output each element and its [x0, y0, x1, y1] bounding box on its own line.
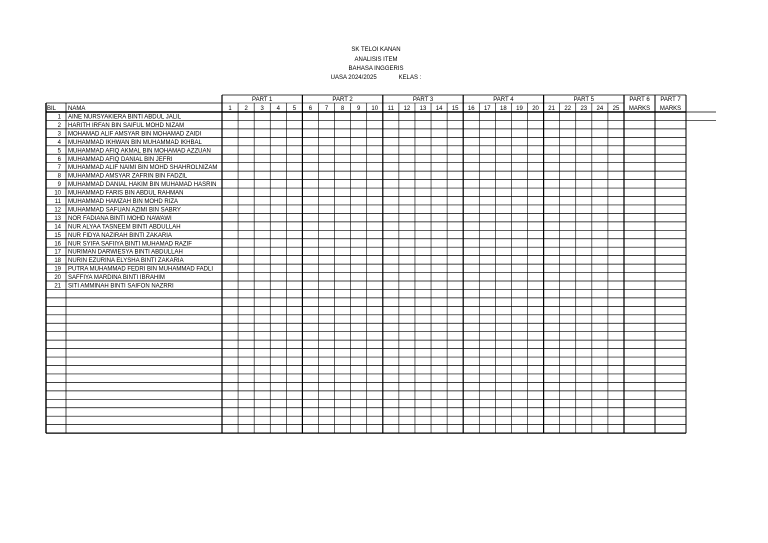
student-name: NURIN EZURINA ELYSHA BINTI ZAKARIA [68, 258, 184, 265]
item-number: 11 [387, 106, 394, 112]
item-number: 2 [244, 106, 248, 112]
student-name: SAFFIYA MARDINA BINTI IBRAHIM [68, 275, 165, 282]
kelas-label: KELAS : [398, 75, 422, 81]
student-name: AINE NURSYAKIERA BINTI ABDUL JALIL [68, 114, 182, 121]
item-number: 8 [340, 106, 345, 112]
student-bil: 5 [57, 148, 61, 155]
item-number: 12 [403, 106, 411, 112]
student-name: MUHAMMAD HAMZAH BIN MOHD RIZA [68, 199, 178, 205]
part-header: PART 1 [252, 97, 273, 103]
student-name: NURIMAN DARWIESYA BINTI ABDULLAH [68, 249, 183, 256]
student-name: PUTRA MUHAMMAD FEDRI BIN MUHAMMAD FADLI [68, 266, 214, 273]
student-name: NUR FIDYA NAZIRAH BINTI ZAKARIA [68, 232, 172, 239]
student-bil: 7 [57, 165, 61, 172]
student-bil: 9 [57, 182, 61, 189]
student-bil: 14 [54, 224, 61, 231]
student-name: MUHAMMAD IKHWAN BIN MUHAMMAD IKHBAL [68, 139, 202, 146]
student-bil: 2 [57, 122, 61, 129]
student-name: MUHAMMAD ALIF NAIMI BIN MOHD SHAHROLNIZAM [68, 165, 218, 172]
student-bil: 11 [54, 199, 61, 205]
student-name: MUHAMMAD DANIAL HAKIM BIN MUHAMAD HASRIN [68, 182, 217, 189]
school-name: SK TELOI KANAN [351, 47, 401, 53]
student-bil: 1 [57, 114, 61, 121]
student-name: MUHAMMAD AMSYAR ZAFRIN BIN FADZIL [68, 173, 188, 180]
item-number: 21 [548, 106, 555, 112]
student-name: MOHAMAD ALIF AMSYAR BIN MOHAMAD ZAIDI [68, 131, 202, 138]
student-bil: 16 [54, 241, 61, 248]
student-bil: 19 [54, 266, 61, 273]
part-header: PART 5 [573, 97, 594, 103]
student-name: MUHAMMAD FARIS BIN ABDUL RAHMAN [68, 190, 184, 197]
item-number: 1 [228, 106, 232, 112]
item-number: 4 [276, 106, 280, 112]
part-header: PART 7 [660, 97, 681, 103]
student-bil: 18 [54, 258, 61, 265]
item-number: 7 [324, 106, 329, 112]
item-number: 20 [532, 106, 539, 112]
subject-name: BAHASA INGGERIS [348, 66, 404, 72]
item-number: 17 [483, 106, 491, 112]
student-bil: 12 [54, 207, 61, 214]
student-name: HARITH IRFAN BIN SAIFUL MOHD NIZAM [68, 122, 185, 129]
item-number: 18 [500, 106, 507, 112]
item-number: 16 [467, 106, 475, 112]
part-header: PART 3 [412, 97, 434, 103]
document-title: ANALISIS ITEM [354, 57, 398, 63]
student-bil: 6 [57, 156, 61, 163]
item-number: 22 [564, 106, 572, 112]
item-number: 6 [308, 106, 313, 112]
student-name: NUR SYIFA SAFIIYA BINTI MUHAMAD RAZIF [68, 241, 192, 248]
item-number: 10 [371, 106, 379, 112]
exam-name: UASA 2024/2025 [330, 75, 377, 81]
student-bil: 3 [57, 131, 61, 138]
student-name: NUR ALYAA TASNEEM BINTI ABDULLAH [68, 224, 181, 231]
item-number: 15 [451, 106, 459, 112]
student-name: NOR FADIANA BINTI MOHD NAWAWI [68, 215, 172, 222]
item-number: 5 [292, 106, 297, 112]
marks-header: MARKS [659, 106, 682, 112]
student-bil: 20 [54, 275, 61, 282]
bil-header: BIL [47, 106, 57, 112]
item-number: 24 [596, 106, 604, 112]
item-number: 9 [357, 106, 361, 112]
part-header: PART 4 [493, 97, 514, 103]
student-bil: 17 [54, 249, 61, 256]
marks-header: MARKS [628, 106, 651, 112]
student-bil: 13 [54, 215, 61, 222]
student-bil: 10 [54, 190, 61, 197]
item-number: 23 [580, 106, 588, 112]
item-number: 3 [260, 106, 264, 112]
student-bil: 21 [54, 283, 61, 290]
part-header: PART 2 [332, 97, 353, 103]
nama-header: NAMA [68, 106, 86, 112]
item-number: 14 [435, 106, 443, 112]
item-number: 19 [516, 106, 523, 112]
item-number: 25 [612, 106, 620, 112]
student-name: MUHAMMAD AFIQ AKMAL BIN MOHAMAD AZZUAN [68, 148, 211, 155]
student-name: MUHAMMAD AFIQ DANIAL BIN JEFRI [68, 156, 173, 163]
student-bil: 8 [57, 173, 61, 180]
student-name: SITI AMMINAH BINTI SAIFON NAZRRI [68, 283, 174, 290]
item-number: 13 [419, 106, 427, 112]
part-header: PART 6 [629, 97, 650, 103]
student-bil: 15 [54, 232, 61, 239]
student-bil: 4 [57, 139, 61, 146]
student-name: MUHAMMAD SAFUAN AZIMI BIN SABRY [68, 207, 181, 214]
